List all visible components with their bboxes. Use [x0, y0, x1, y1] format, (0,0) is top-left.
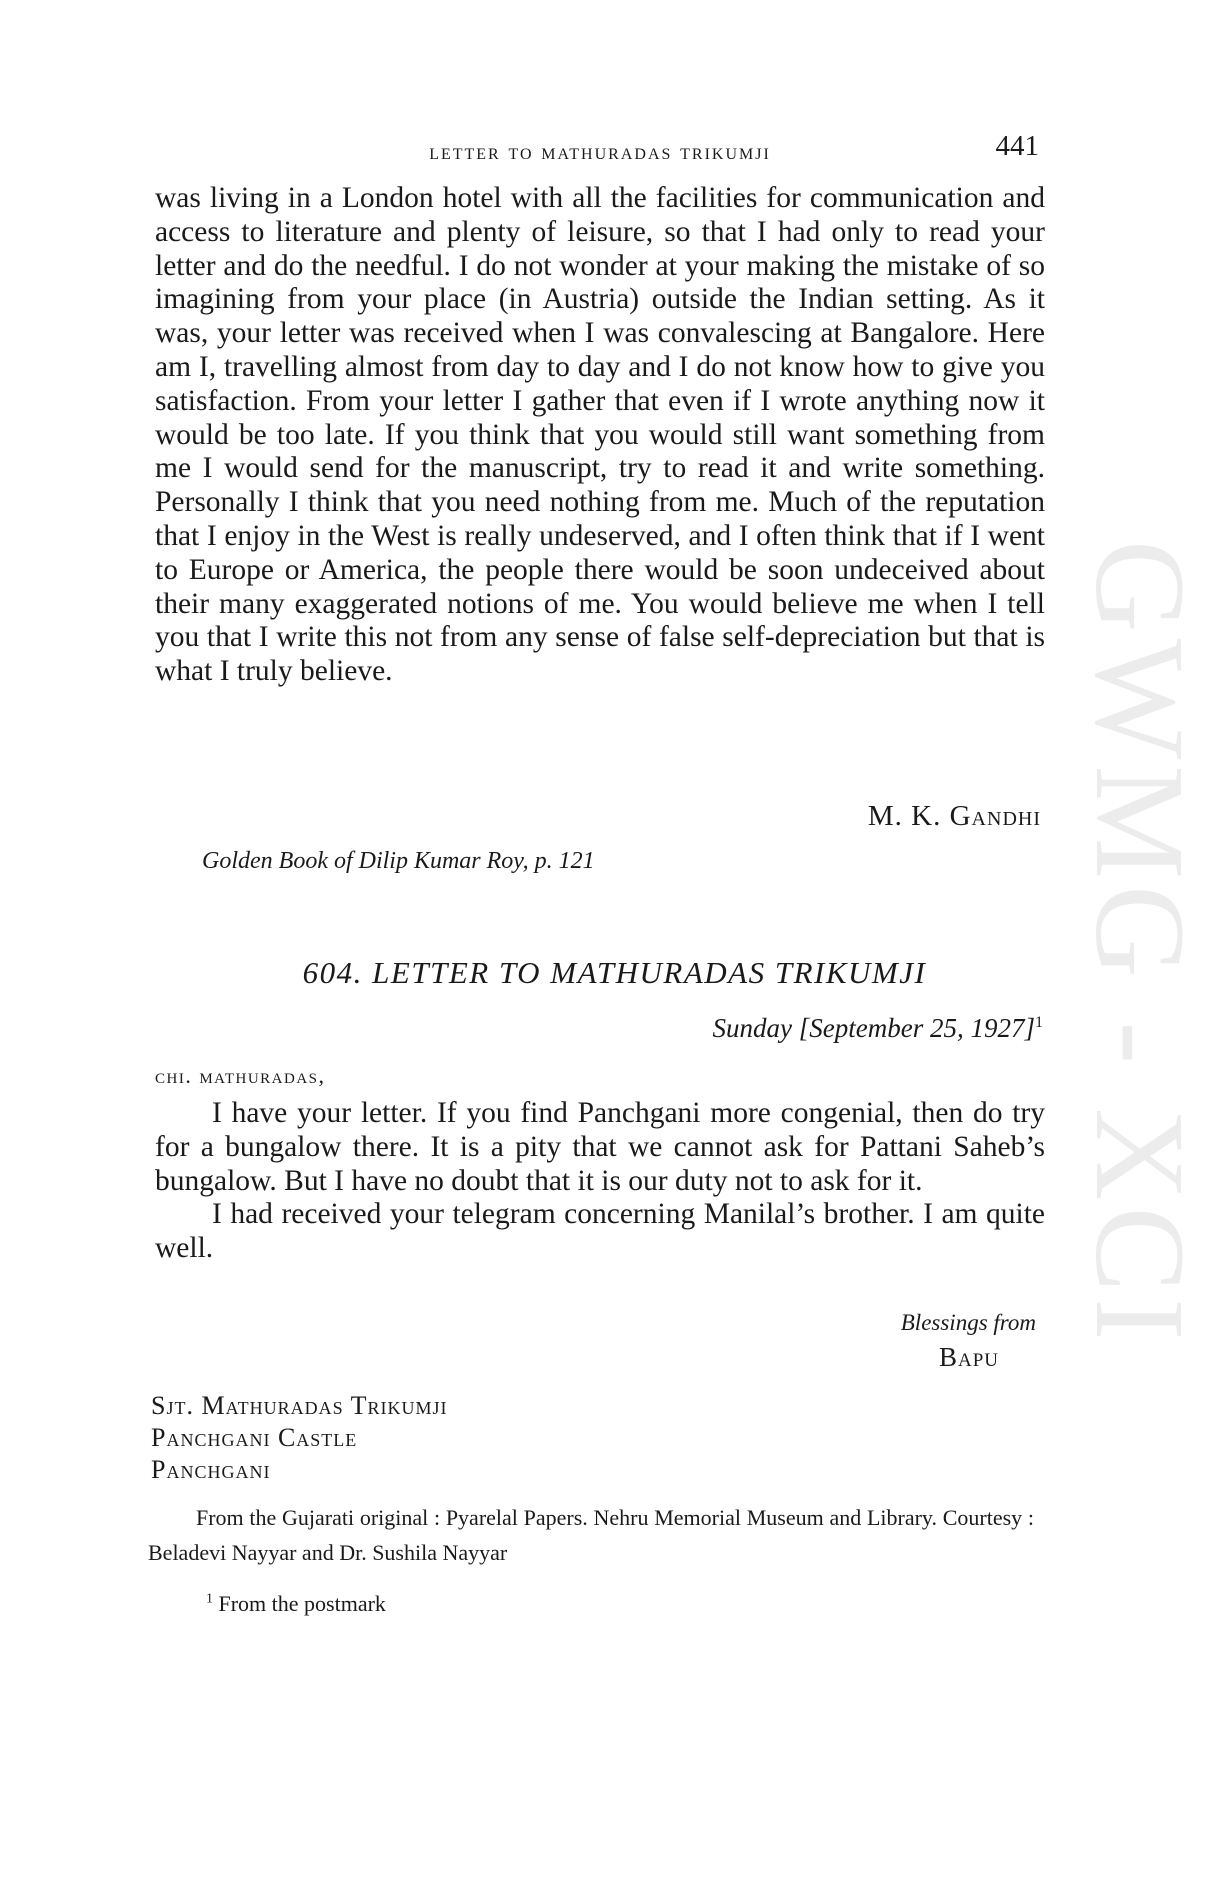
- watermark: [975, 540, 1211, 1400]
- previous-letter-text: [155, 182, 1045, 689]
- footnote: [206, 1591, 386, 1617]
- address-line-town: Panchgani: [151, 1455, 271, 1484]
- watermark-svg: [975, 540, 1211, 1400]
- footnote-marker: 1: [206, 1591, 213, 1607]
- footnote-text: From the postmark: [218, 1591, 386, 1616]
- gandhi-signature: M. K. Gandhi: [867, 800, 1041, 832]
- running-header: [155, 130, 1045, 170]
- dateline-text: Sunday [September 25, 1927]: [712, 1013, 1035, 1043]
- previous-letter-paragraph: was living in a London hotel with all the facilities for communication and access to literature and plenty of leisure, so that I had only to read your letter and do the needful. I do not wonder at your making the mistake of so imagining from your place (in Austria) outside the Indian setting. As it was, your letter was received when I was convalescing at Bangalore. Here am I, travelling almost from day to day and I do not know how to give you satisfaction. From your letter I gather that even if I wrote anything now it would be too late. If you think that you would still want something from me I would send for the manuscript, try to read it and write something. Personally I think that you need nothing from me. Much of the reputation that I enjoy in the West is really undeserved, and I often think that if I went to Europe or America, the people there would be soon undeceived about their many exaggerated notions of me. You would believe me when I tell you that I write this not from any sense of false self-depreciation but that is what I truly believe.: [155, 182, 1045, 688]
- address-block: [151, 1390, 448, 1486]
- letter-paragraph-2: I had received your telegram concerning Manilal’s brother. I am quite well.: [155, 1198, 1045, 1265]
- watermark-text: GWMG - XCI: [1069, 540, 1211, 1347]
- address-line-name: Sjt. Mathuradas Trikumji: [151, 1391, 448, 1420]
- letter-body: [155, 1097, 1045, 1266]
- salutation: chi. mathuradas,: [155, 1063, 326, 1088]
- closing: Blessings from: [900, 1310, 1036, 1335]
- previous-letter-source: Golden Book of Dilip Kumar Roy, p. 121: [202, 848, 595, 874]
- letter-paragraph-1: I have your letter. If you find Panchgani more congenial, then do try for a bungalow there. It is a pity that we cannot ask for Pattani Saheb’s bungalow. But I have no doubt that it is our duty not to ask for it.: [155, 1097, 1045, 1197]
- letter-heading: 604. LETTER TO MATHURADAS TRIKUMJI: [302, 955, 927, 990]
- address-line-castle: Panchgani Castle: [151, 1423, 358, 1452]
- source-credit: From the Gujarati original : Pyarelal Papers. Nehru Memorial Museum and Library. Courtesy : Beladevi Nayyar and Dr. Sushila Nayyar: [148, 1505, 1034, 1565]
- running-title: letter to mathuradas trikumji: [429, 139, 771, 164]
- page-number: 441: [995, 130, 1039, 162]
- bapu-signature: Bapu: [938, 1342, 999, 1372]
- footnote-reference: 1: [1035, 1014, 1043, 1031]
